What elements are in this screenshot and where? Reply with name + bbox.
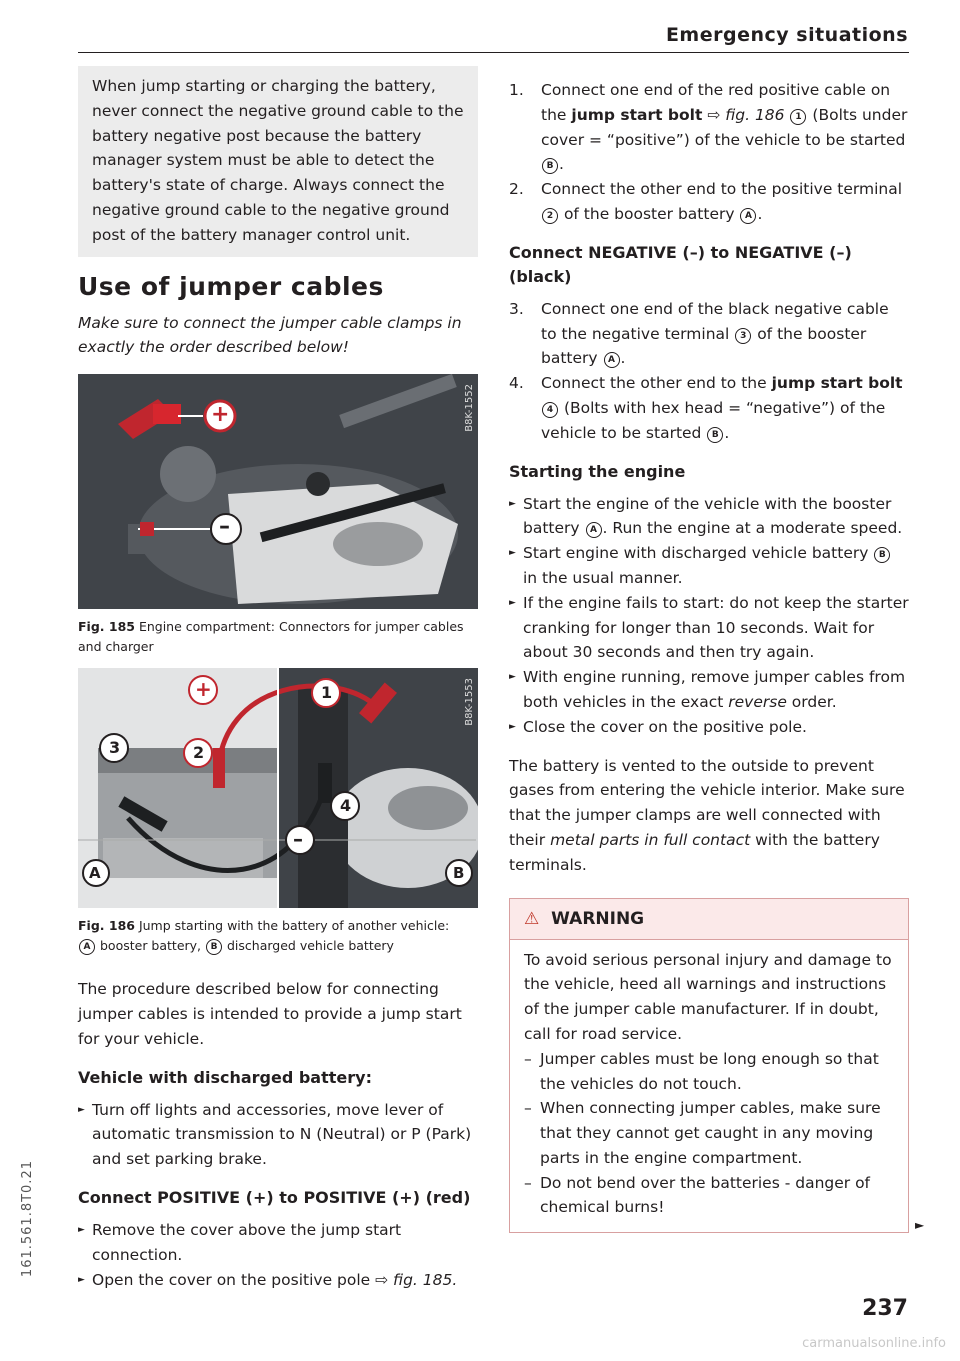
paragraph-emphasis: metal parts in full contact (550, 830, 751, 849)
warning-item: – Jumper cables must be long enough so that the vehicles do not touch. (524, 1047, 894, 1097)
marker-2: 2 (193, 743, 205, 763)
section-title: Use of jumper cables (78, 271, 384, 301)
list-item (509, 665, 909, 715)
circle-a: A (79, 939, 95, 955)
step-text: (Bolts under cover = “positive”) of the vehicle to be started (541, 105, 908, 149)
circle-a: A (586, 522, 602, 538)
engine-compartment-illustration (78, 374, 478, 609)
list-item: ► Close the cover on the positive pole. (509, 715, 909, 740)
positive-steps (509, 78, 909, 227)
note-text: When jump starting or charging the battery, never connect the negative ground cable to the battery negative post because the battery manager system must be able to detect the battery's state of charge. Always connect the negative ground cable to the negative ground post of the battery manager control unit. (92, 77, 464, 244)
plus-marker: + (195, 677, 212, 702)
step-text: Connect one end of the black negative cable to the negative terminal (541, 299, 889, 343)
watermark: carmanualsonline.info (802, 1336, 946, 1351)
caption-text: booster battery, (99, 937, 202, 953)
minus-marker: – (219, 514, 230, 540)
right-column (509, 78, 909, 1233)
discharged-list (78, 1098, 478, 1172)
heading-positive: Connect POSITIVE (+) to POSITIVE (+) (red) (78, 1187, 471, 1207)
circle-a: A (740, 208, 756, 224)
list-item (78, 1268, 478, 1293)
circle-b: B (542, 158, 558, 174)
figure-code: B8K-1553 (464, 678, 475, 726)
jump-start-illustration (78, 668, 478, 908)
procedure-paragraph: The procedure described below for connecting jumper cables is intended to provide a jump start for your vehicle. (78, 980, 462, 1048)
step-item: 2. Connect the other end to the positive terminal 2 of the booster battery A . (509, 177, 909, 227)
marker-1: 1 (321, 683, 333, 703)
vent-paragraph (509, 754, 909, 878)
list-item-emphasis: reverse (728, 692, 787, 711)
list-item: ► If the engine fails to start: do not keep the starter cranking for longer than 10 seconds. Wait for about 30 seconds and then try again. (509, 591, 909, 665)
negative-steps (509, 297, 909, 446)
plus-marker: + (211, 402, 230, 428)
list-item-text: Start engine with discharged vehicle battery (523, 544, 869, 563)
figure-code: B8K-1552 (464, 384, 475, 432)
warning-header (510, 899, 908, 940)
figure-186 (78, 668, 478, 908)
warning-list (524, 1047, 894, 1221)
caption-text: Engine compartment: Connectors for jumper cables and charger (78, 619, 464, 654)
figure-number: Fig. 185 (78, 619, 135, 635)
list-item (509, 492, 909, 542)
step-number: 2. (509, 180, 524, 199)
list-item-text: Start the engine of the vehicle with the booster battery (523, 494, 892, 538)
marker-4: 4 (340, 796, 352, 816)
list-item-text: Open the cover on the positive pole (92, 1270, 371, 1289)
page-number: 237 (862, 1296, 908, 1321)
warning-item: – Do not bend over the batteries - danger of chemical burns! (524, 1171, 894, 1221)
step-text: Connect the other end to the (541, 374, 767, 393)
starting-list (509, 492, 909, 740)
caption-text: Jump starting with the battery of another vehicle: (138, 918, 450, 934)
warning-box (509, 898, 909, 1234)
heading-starting: Starting the engine (509, 461, 686, 481)
circle-a: A (604, 352, 620, 368)
warning-item: – When connecting jumper cables, make sure that they cannot get caught in any moving parts in the engine compartment. (524, 1096, 894, 1170)
caption-text: discharged vehicle battery (227, 937, 394, 953)
header-rule (78, 52, 909, 53)
left-column (78, 66, 478, 1292)
list-item: ► Turn off lights and accessories, move lever of automatic transmission to N (Neutral) or P (Park) and set parking brake. (78, 1098, 478, 1172)
figure-186-caption (78, 916, 478, 955)
circle-b: B (707, 427, 723, 443)
step-item: 4. Connect the other end to the jump start bolt 4 (Bolts with hex head = “negative”) of the vehicle to be started B . (509, 371, 909, 445)
step-text: Connect the other end to the positive terminal (541, 180, 903, 199)
figure-number: Fig. 186 (78, 918, 135, 934)
step-text: of the booster battery (541, 324, 867, 368)
step-text: (Bolts with hex head = “negative”) of the vehicle to be started (541, 398, 886, 442)
circle-2: 2 (542, 208, 558, 224)
heading-negative: Connect NEGATIVE (–) to NEGATIVE (–) (black) (509, 242, 852, 286)
continue-arrow-icon: ► (915, 1218, 925, 1232)
warning-body (510, 940, 908, 1233)
side-code: 161.561.8T0.21 (20, 1160, 35, 1278)
warning-icon: ⚠ (524, 908, 540, 929)
warning-text: To avoid serious personal injury and damage to the vehicle, heed all warnings and instructions of the jumper cable manufacturer. If in doubt, call for road service. (524, 950, 892, 1043)
step-number: 3. (509, 299, 524, 318)
figure-185 (78, 374, 478, 609)
list-item-text: order. (791, 692, 837, 711)
step-number: 4. (509, 374, 524, 393)
intro-text: Make sure to connect the jumper cable clamps in exactly the order described below! (78, 313, 462, 357)
warning-title: WARNING (551, 908, 645, 929)
paragraph-text: with the battery terminals. (509, 830, 880, 874)
positive-list (78, 1218, 478, 1292)
paragraph-text: The battery is vented to the outside to prevent gases from entering the vehicle interior. Make sure that the jumper clamps are well connected with their (509, 756, 905, 849)
step-text: Connect one end of the red positive cable on the (541, 81, 891, 124)
circle-b: B (874, 547, 890, 563)
figure-185-caption (78, 617, 478, 656)
figure-link[interactable]: ⇨ fig. 186 (707, 105, 785, 124)
circle-4: 4 (542, 402, 558, 418)
marker-3: 3 (109, 738, 121, 758)
circle-b: B (206, 939, 222, 955)
list-item (509, 541, 909, 591)
running-title: Emergency situations (665, 24, 908, 46)
list-item-text: in the usual manner. (523, 568, 683, 587)
step-bold: jump start bolt (771, 374, 903, 393)
list-item-text: . Run the engine at a moderate speed. (602, 519, 903, 538)
step-number: 1. (509, 81, 524, 99)
circle-3: 3 (735, 328, 751, 344)
list-item-text: With engine running, remove jumper cables from both vehicles in the exact (523, 668, 906, 711)
step-text: of the booster battery (563, 204, 735, 223)
step-item: 1. Connect one end of the red positive cable on the jump start bolt ⇨ fig. 186 1 (Bolts under cover = “positive”) of the vehicle to be started B . (509, 78, 909, 177)
minus-marker: – (293, 827, 303, 852)
list-item: ► Remove the cover above the jump start connection. (78, 1218, 478, 1268)
marker-a: A (89, 864, 101, 883)
step-item: 3. Connect one end of the black negative cable to the negative terminal 3 of the booster battery A . (509, 297, 909, 371)
figure-link[interactable]: ⇨ fig. 185. (375, 1270, 458, 1289)
heading-discharged: Vehicle with discharged battery: (78, 1067, 372, 1087)
note-box (78, 66, 478, 257)
step-bold: jump start bolt (571, 105, 703, 124)
marker-b: B (453, 864, 465, 883)
circle-1: 1 (790, 109, 806, 125)
